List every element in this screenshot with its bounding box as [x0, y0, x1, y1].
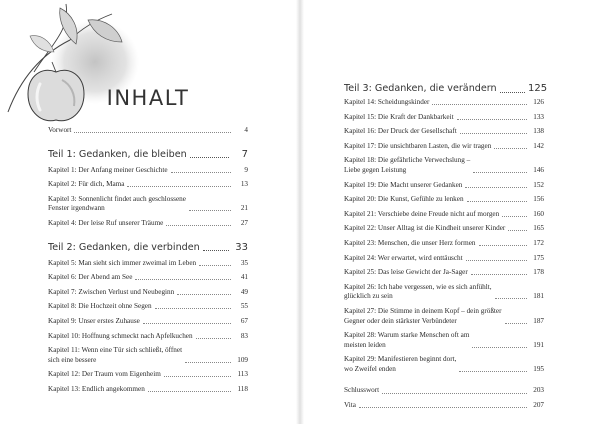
dot-leader — [164, 376, 231, 377]
toc-entry-epilogue[interactable] — [344, 386, 544, 396]
toc-entry[interactable] — [344, 331, 544, 350]
entry-page: 35 — [240, 258, 248, 267]
toc-entry[interactable] — [344, 254, 544, 264]
toc-entry-vita[interactable] — [344, 401, 544, 411]
dot-leader — [494, 148, 527, 149]
toc-entry[interactable] — [344, 355, 544, 374]
dot-leader — [500, 92, 525, 93]
dot-leader — [459, 371, 527, 372]
entry-label: Kapitel 9: Unser erstes Zuhause — [48, 316, 140, 325]
entry-page: 160 — [533, 209, 544, 218]
entry-label: Kapitel 16: Der Druck der Gesellschaft — [344, 127, 457, 136]
dot-leader — [479, 245, 527, 246]
toc-entry[interactable] — [48, 219, 248, 229]
toc-entry[interactable] — [344, 127, 544, 137]
part-page: 7 — [241, 148, 248, 160]
toc-entry[interactable] — [48, 346, 248, 365]
entry-label: Kapitel 2: Für dich, Mama — [48, 180, 125, 189]
entry-label: Kapitel 8: Die Hochzeit ohne Segen — [48, 302, 152, 311]
entry-label: Kapitel 4: Der leise Ruf unserer Träume — [48, 218, 164, 227]
entry-page: 195 — [533, 364, 544, 373]
part-page: 33 — [235, 241, 248, 253]
dot-leader — [155, 308, 231, 309]
toc-part-2[interactable] — [48, 241, 248, 254]
toc-entry[interactable] — [48, 166, 248, 176]
entry-page: 203 — [533, 386, 544, 395]
toc-entry[interactable] — [48, 259, 248, 269]
entry-page: 187 — [533, 316, 544, 325]
entry-page: 13 — [240, 180, 248, 189]
dot-leader — [508, 230, 527, 231]
right-page — [300, 0, 600, 424]
book-gutter — [296, 0, 304, 424]
entry-label: Kapitel 11: Wenn eine Tür sich schließt, öffnet sich eine bessere — [48, 346, 183, 364]
dot-leader — [460, 133, 527, 134]
entry-page: 67 — [240, 316, 248, 325]
entry-page: 4 — [244, 126, 248, 134]
toc-entry[interactable] — [344, 181, 544, 191]
dot-leader — [166, 225, 231, 226]
dot-leader — [143, 323, 231, 324]
dot-leader — [74, 132, 231, 133]
dot-leader — [190, 157, 229, 158]
dot-leader — [185, 362, 231, 363]
dot-leader — [473, 172, 527, 173]
toc-entry[interactable] — [48, 370, 248, 380]
entry-page: 27 — [240, 218, 248, 227]
entry-label: Kapitel 14: Scheidungskinder — [344, 98, 430, 106]
toc-part-3[interactable] — [344, 82, 548, 95]
dot-leader — [457, 119, 527, 120]
entry-page: 118 — [237, 384, 248, 393]
toc-entry[interactable] — [48, 288, 248, 298]
toc-entry[interactable] — [48, 302, 248, 312]
entry-label: Kapitel 10: Hoffnung schmeckt nach Apfelkuchen — [48, 331, 193, 340]
dot-leader — [171, 172, 231, 173]
entry-label: Kapitel 26: Ich habe vergessen, wie es sich anfühlt, glücklich zu sein — [344, 282, 492, 301]
entry-label: Vita — [344, 401, 356, 410]
toc-entry[interactable] — [48, 317, 248, 327]
entry-label: Kapitel 7: Zwischen Verlust und Neubeginn — [48, 287, 175, 296]
toc-entry[interactable] — [344, 224, 544, 234]
toc-title: INHALT — [106, 86, 190, 110]
entry-label: Kapitel 27: Die Stimme in deinem Kopf – dein größter Gegner oder dein stärkster Verbündeter — [344, 306, 502, 325]
entry-page: 181 — [533, 292, 544, 301]
dot-leader — [502, 216, 527, 217]
toc-entry[interactable] — [48, 180, 248, 190]
entry-page: 126 — [533, 98, 544, 106]
entry-label: Kapitel 15: Die Kraft der Dankbarkeit — [344, 112, 454, 121]
entry-label: Kapitel 29: Manifestieren beginnt dort, wo Zweifel enden — [344, 355, 457, 373]
entry-label: Vorwort — [48, 126, 72, 134]
entry-label: Kapitel 13: Endlich angekommen — [48, 384, 145, 393]
dot-leader — [382, 393, 527, 394]
dot-leader — [127, 186, 231, 187]
dot-leader — [359, 407, 527, 408]
part-label: Teil 3: Gedanken, die verändern — [344, 83, 497, 94]
entry-label: Schlusswort — [344, 386, 380, 395]
toc-entry[interactable] — [344, 113, 544, 123]
part-label: Teil 2: Gedanken, die verbinden — [48, 241, 200, 253]
toc-entry[interactable] — [344, 156, 544, 175]
entry-label: Kapitel 18: Die gefährliche Verwechslung – Liebe gegen Leistung — [344, 156, 471, 174]
entry-page: 41 — [240, 273, 248, 282]
dot-leader — [495, 298, 527, 299]
entry-page: 9 — [244, 165, 248, 174]
toc-entry[interactable] — [344, 142, 544, 152]
entry-label: Kapitel 6: Der Abend am See — [48, 273, 133, 282]
entry-label: Kapitel 23: Menschen, die unser Herz formen — [344, 238, 476, 247]
dot-leader — [432, 104, 527, 105]
entry-page: 178 — [533, 268, 544, 277]
entry-page: 113 — [237, 370, 248, 379]
entry-label: Kapitel 19: Die Macht unserer Gedanken — [344, 180, 463, 189]
entry-label: Kapitel 20: Die Kunst, Gefühle zu lenken — [344, 195, 464, 204]
toc-entry[interactable] — [48, 332, 248, 342]
dot-leader — [471, 274, 527, 275]
toc-part-1[interactable] — [48, 148, 248, 161]
toc-entry-prelude[interactable] — [48, 126, 248, 136]
entry-label: Kapitel 24: Wer erwartet, wird enttäuscht — [344, 253, 463, 262]
entry-label: Kapitel 17: Die unsichtbaren Lasten, die wir tragen — [344, 141, 492, 150]
toc-entry[interactable] — [344, 239, 544, 249]
dot-leader — [466, 260, 527, 261]
part-label: Teil 1: Gedanken, die bleiben — [48, 148, 187, 160]
entry-page: 133 — [533, 112, 544, 121]
dot-leader — [196, 338, 231, 339]
entry-page: 109 — [237, 355, 248, 364]
toc-entry[interactable] — [344, 268, 544, 278]
entry-page: 207 — [533, 401, 544, 410]
toc-entry[interactable] — [48, 273, 248, 283]
dot-leader — [177, 294, 231, 295]
entry-label: Kapitel 12: Der Traum vom Eigenheim — [48, 370, 161, 379]
entry-page: 156 — [533, 195, 544, 204]
entry-label: Kapitel 3: Sonnenlicht findet auch geschlossene Fenster irgendwann — [48, 194, 186, 213]
entry-page: 152 — [533, 180, 544, 189]
entry-page: 21 — [240, 204, 248, 213]
entry-page: 191 — [533, 340, 544, 349]
dot-leader — [505, 323, 528, 324]
entry-label: Kapitel 22: Unser Alltag ist die Kindheit unserer Kinder — [344, 224, 506, 233]
dot-leader — [148, 391, 231, 392]
entry-label: Kapitel 5: Man sieht sich immer zweimal im Leben — [48, 258, 197, 267]
dot-leader — [465, 187, 527, 188]
entry-page: 165 — [533, 224, 544, 233]
entry-page: 142 — [533, 141, 544, 150]
entry-label: Kapitel 21: Verschiebe deine Freude nicht auf morgen — [344, 209, 500, 218]
entry-page: 172 — [533, 238, 544, 247]
dot-leader — [199, 265, 231, 266]
entry-label: Kapitel 25: Das leise Gewicht der Ja-Sager — [344, 268, 468, 277]
entry-page: 49 — [240, 287, 248, 296]
toc-left — [48, 126, 248, 395]
dot-leader — [135, 279, 231, 280]
dot-leader — [203, 250, 229, 251]
entry-label: Kapitel 1: Der Anfang meiner Geschichte — [48, 165, 168, 174]
entry-page: 175 — [533, 253, 544, 262]
part-page: 125 — [528, 83, 548, 94]
entry-page: 146 — [533, 165, 544, 174]
entry-page: 83 — [240, 331, 248, 340]
toc-entry[interactable] — [344, 283, 544, 302]
toc-entry[interactable] — [344, 307, 544, 326]
toc-entry[interactable] — [344, 210, 544, 220]
toc-entry[interactable] — [48, 385, 248, 395]
toc-entry[interactable] — [48, 195, 248, 214]
dot-leader — [189, 210, 231, 211]
entry-page: 138 — [533, 127, 544, 136]
entry-page: 55 — [240, 302, 248, 311]
dot-leader — [472, 347, 527, 348]
dot-leader — [467, 201, 527, 202]
toc-right — [344, 82, 548, 411]
toc-entry[interactable] — [344, 98, 544, 108]
entry-label: Kapitel 28: Warum starke Menschen oft am meisten leiden — [344, 331, 470, 349]
toc-entry[interactable] — [344, 195, 544, 205]
